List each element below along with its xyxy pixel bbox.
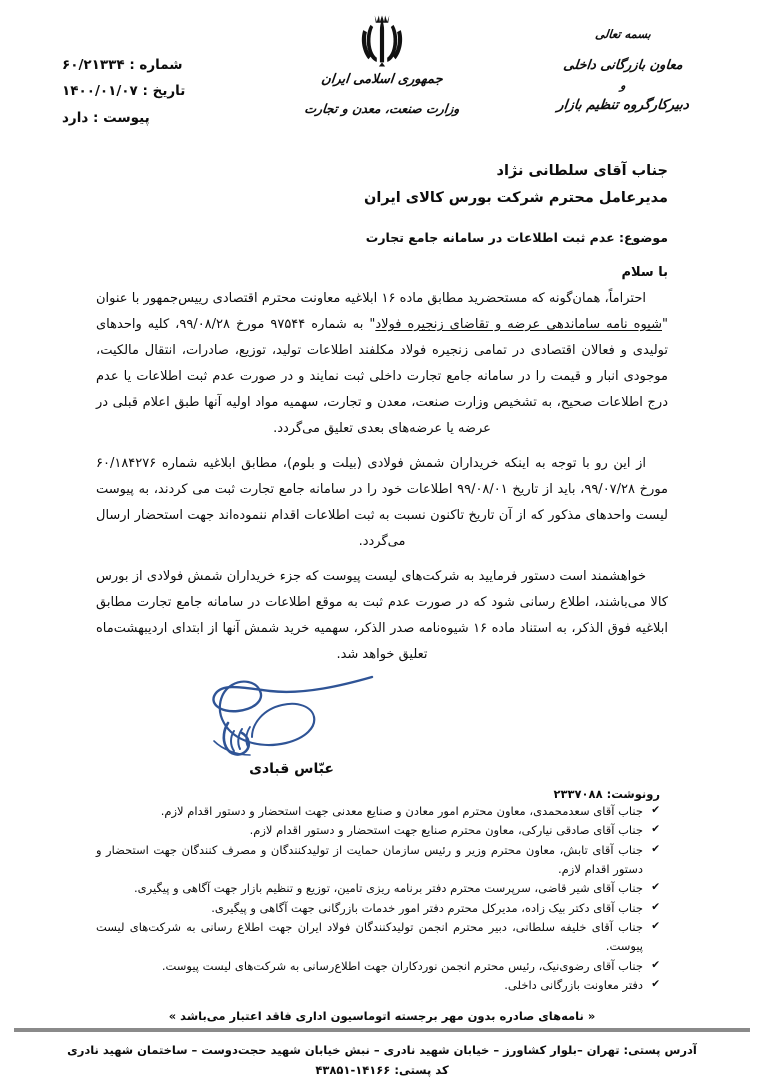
letter-number-field: [62, 52, 185, 78]
list-item: ✔ جناب آقای صادقی نیارکی، معاون محترم صنایع جهت استحضار و دستور اقدام لازم.: [96, 821, 660, 840]
signature-zone: [0, 677, 764, 785]
bismillah-text: بسمه تعالی: [594, 27, 652, 41]
issuer-role-line-2: دبیرکارگروه تنظیم بازار: [556, 97, 690, 113]
letter-attachment-label: پیوست :: [92, 109, 150, 126]
list-item: ✔ جناب آقای رضوی‌نیک، رئیس محترم انجمن نوردکاران جهت اطلاع‌رسانی به شرکت‌های لیست پیوست.: [96, 957, 660, 976]
footer-address-block: [0, 1040, 764, 1080]
letterhead-center-block: [247, 12, 517, 116]
letter-number-value: ۶۰/۲۱۳۳۴: [62, 57, 125, 73]
addressee-title: مدیرعامل محترم شرکت بورس کالای ایران: [363, 189, 668, 206]
body-paragraph-3: خواهشمند است دستور فرمایید به شرکت‌های لیست پیوست که جزء خریداران شمش فولادی از بورس کالا می‌باشند، اطلاع رسانی شود که در صورت عدم ثبت به موقع اطلاعات در سامانه جامع تجارت مطابق ابلاغیه فوق الذکر، به استناد ماده ۱۶ شیوه‌نامه صدر الذکر، سهمیه خرید شمش آنها از ابتدای اردیبهشت‌ماه تعلیق خواهد شد.: [96, 568, 669, 662]
iran-national-emblem-icon: [356, 12, 408, 70]
letter-attachment-value: دارد: [62, 109, 89, 126]
letter-body: [96, 286, 668, 668]
list-item: ✔ جناب آقای تابش، معاون محترم وزیر و رئیس سازمان حمایت از تولیدکنندگان و مصرف کنندگان جهت استحضار و دستور اقدام لازم.: [96, 841, 660, 878]
paragraph-1-underlined-title: شیوه نامه ساماندهی عرضه و تقاضای زنجیره فولاد: [375, 316, 662, 332]
ministry-name: وزارت صنعت، معدن و تجارت: [303, 101, 461, 116]
addressee-block: [96, 158, 668, 212]
country-name: جمهوری اسلامی ایران: [320, 72, 444, 87]
copies-list: [96, 802, 660, 995]
list-item: ✔ جناب آقای سعدمحمدی، معاون محترم امور معادن و صنایع معدنی جهت استحضار و دستور اقدام لازم.: [96, 802, 660, 821]
letterhead-meta-block: [62, 52, 185, 131]
list-item: ✔ جناب آقای دکتر بیک زاده، مدیرکل محترم دفتر امور خدمات بازرگانی جهت آگاهی و پیگیری.: [96, 899, 660, 918]
paragraph-1-part-a: احتراماً، همان‌گونه که مستحضرید مطابق ماده ۱۶ ابلاغیه معاونت محترم اقتصادی ریيس‌جمهور با عنوان ": [96, 290, 668, 332]
signatory-name: عبّاس قبادی: [249, 760, 334, 777]
postal-code: کد پستی: ۱۴۱۶۶-۴۳۸۵۱: [315, 1063, 449, 1077]
letter-attachment-field: [62, 105, 185, 131]
postal-address: آدرس پستی: تهران –بلوار کشاورز – خیابان شهید نادری – نبش خیابان شهید حجت‌دوست – ساختمان شهید نادری: [67, 1042, 697, 1057]
letterhead: [0, 0, 764, 150]
copies-header: [96, 787, 660, 801]
letter-date-field: [62, 78, 185, 104]
copies-number: ۲۳۳۷۰۸۸: [553, 786, 603, 801]
addressee-name: جناب آقای سلطانی نژاد: [496, 163, 668, 179]
body-paragraph-1: [96, 286, 668, 442]
handwritten-signature: [194, 671, 384, 767]
letterhead-right-block: [508, 26, 738, 116]
issuer-role-conjunction: و: [619, 78, 627, 92]
validity-disclaimer: « نامه‌های صادره بدون مهر برجسته اتوماسیون اداری فاقد اعتبار می‌باشد »: [168, 1008, 596, 1023]
footer-divider: [14, 1028, 750, 1032]
list-item: ✔ دفتر معاونت بازرگانی داخلی.: [96, 976, 660, 995]
paragraph-1-part-b: " به شماره ۹۷۵۴۴ مورخ ۹۹/۰۸/۲۸، کلیه واحدهای تولیدی و فعالان اقتصادی در تمامی زنجیره فولاد مکلفند اطلاعات تولید، توزیع، صادرات، انتقال مالکیت، موجودی انبار و قیمت را در سامانه جامع تجارت داخلی ثبت نمایند و در صورت عدم ثبت اطلاعات یا عدم درج اطلاعات صحیح، به تشخیص وزارت صنعت، معدن و تجارت، سهمیه مواد اولیه آنها طبق اعلام قبلی در عرضه یا عرضه‌های بعدی تعلیق می‌گردد.: [96, 316, 668, 436]
letter-greeting: با سلام: [621, 264, 668, 280]
copies-section: [96, 787, 660, 995]
list-item: ✔ جناب آقای خلیفه سلطانی، دبیر محترم انجمن تولیدکنندگان فولاد ایران جهت اطلاع رسانی به شرکت‌های لیست پیوست.: [96, 918, 660, 955]
letter-subject: موضوع: عدم ثبت اطلاعات در سامانه جامع تجارت: [365, 229, 668, 245]
list-item: ✔ جناب آقای شیر قاضی، سرپرست محترم دفتر برنامه ریزی تامین، توزیع و تنظیم بازار جهت آگاهی و پیگیری.: [96, 879, 660, 898]
letter-date-label: تاریخ :: [142, 83, 186, 100]
letter-number-label: شماره :: [129, 57, 183, 73]
issuer-role-line-1: معاون بازرگانی داخلی: [562, 57, 684, 73]
letter-date-value: ۱۴۰۰/۰۱/۰۷: [62, 83, 138, 100]
copies-label: رونوشت:: [606, 786, 660, 801]
body-paragraph-2: از این رو با توجه به اینکه خریداران شمش فولادی (بیلت و بلوم)، مطابق ابلاغیه شماره ۶۰/۱۸۴۲۷۶ مورخ ۹۹/۰۷/۲۸، باید از تاریخ ۹۹/۰۸/۰۱ اطلاعات خود را در سامانه جامع تجارت ثبت می کردند، به پیوست لیست واحدهای مذکور که از آن تاریخ تاکنون نسبت به ثبت اطلاعات اقدام ننموده‌اند جهت استحضار ارسال می‌گردد.: [96, 455, 668, 549]
